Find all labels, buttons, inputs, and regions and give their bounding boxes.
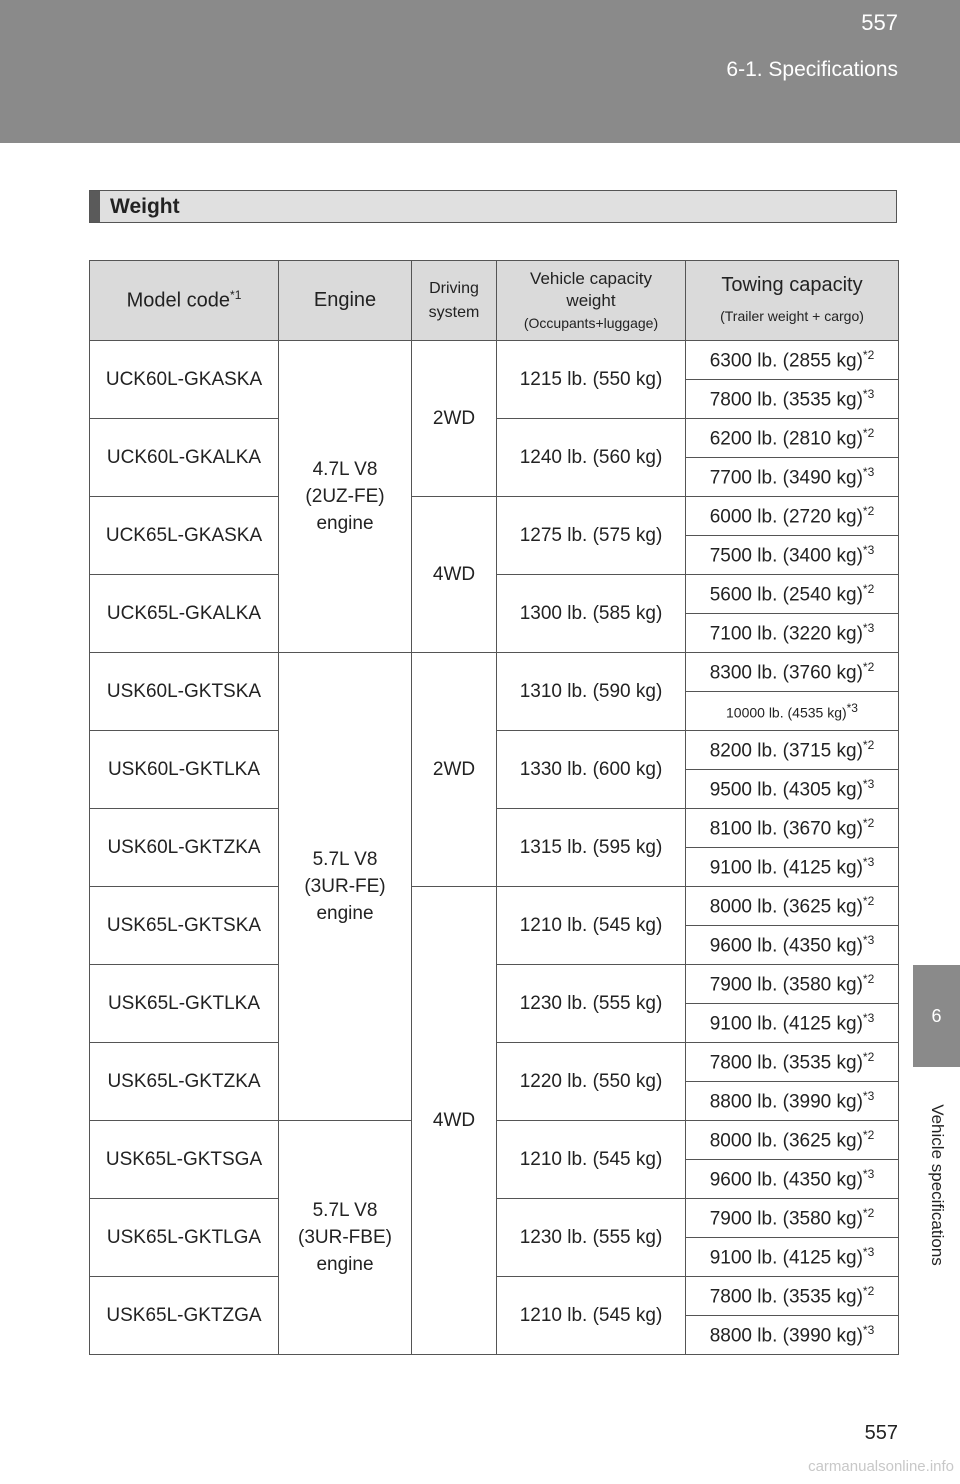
towing-value: 6000 lb. (2720 kg)$^{*2}$ <box>686 497 899 536</box>
towing-value: 9600 lb. (4350 kg)$^{*3}$ <box>686 1160 899 1199</box>
model-code: USK60L-GKTZKA <box>90 809 279 887</box>
capacity-weight: 1210 lb. (545 kg) <box>497 1121 686 1199</box>
model-code: USK65L-GKTZGA <box>90 1277 279 1355</box>
chapter-label-text: Vehicle specifications <box>927 1103 947 1266</box>
model-code: UCK60L-GKASKA <box>90 341 279 419</box>
engine-cell: 5.7L V8 (3UR-FE) engine <box>279 653 412 1121</box>
header-vehicle-capacity: Vehicle capacity weight (Occupants+luggage) <box>497 261 686 341</box>
capacity-weight: 1210 lb. (545 kg) <box>497 1277 686 1355</box>
engine-cell: 4.7L V8 (2UZ-FE) engine <box>279 341 412 653</box>
watermark: carmanualsonline.info <box>808 1458 954 1475</box>
towing-value: 10000 lb. (4535 kg)$^{*3}$ <box>686 692 899 731</box>
capacity-weight: 1300 lb. (585 kg) <box>497 575 686 653</box>
towing-value: 7800 lb. (3535 kg)$^{*3}$ <box>686 380 899 419</box>
table-row <box>90 497 899 536</box>
towing-value: 8300 lb. (3760 kg)$^{*2}$ <box>686 653 899 692</box>
table-row <box>90 653 899 692</box>
capacity-weight: 1310 lb. (590 kg) <box>497 653 686 731</box>
towing-value: 7900 lb. (3580 kg)$^{*2}$ <box>686 965 899 1004</box>
capacity-weight: 1230 lb. (555 kg) <box>497 1199 686 1277</box>
table-header-row <box>90 261 899 341</box>
towing-value: 8000 lb. (3625 kg)$^{*2}$ <box>686 887 899 926</box>
towing-value: 8100 lb. (3670 kg)$^{*2}$ <box>686 809 899 848</box>
header-engine: Engine <box>279 261 412 341</box>
towing-value: 6200 lb. (2810 kg)$^{*2}$ <box>686 419 899 458</box>
capacity-weight: 1315 lb. (595 kg) <box>497 809 686 887</box>
model-code: UCK65L-GKALKA <box>90 575 279 653</box>
towing-value: 9100 lb. (4125 kg)$^{*3}$ <box>686 1004 899 1043</box>
model-code: UCK60L-GKALKA <box>90 419 279 497</box>
driving-system: 4WD <box>412 887 497 1355</box>
towing-value: 7900 lb. (3580 kg)$^{*2}$ <box>686 1199 899 1238</box>
weight-table <box>89 260 899 1355</box>
towing-value: 7800 lb. (3535 kg)$^{*2}$ <box>686 1277 899 1316</box>
driving-system: 2WD <box>412 341 497 497</box>
model-code: USK60L-GKTSKA <box>90 653 279 731</box>
table-row <box>90 887 899 926</box>
header-bar <box>0 0 960 143</box>
table-row <box>90 341 899 380</box>
towing-value: 7100 lb. (3220 kg)$^{*3}$ <box>686 614 899 653</box>
towing-value: 9100 lb. (4125 kg)$^{*3}$ <box>686 848 899 887</box>
model-code: USK60L-GKTLKA <box>90 731 279 809</box>
driving-system: 2WD <box>412 653 497 887</box>
model-code: USK65L-GKTLGA <box>90 1199 279 1277</box>
towing-value: 9500 lb. (4305 kg)$^{*3}$ <box>686 770 899 809</box>
driving-system: 4WD <box>412 497 497 653</box>
model-code: USK65L-GKTZKA <box>90 1043 279 1121</box>
page-number-bottom: 557 <box>864 1422 898 1444</box>
capacity-weight: 1210 lb. (545 kg) <box>497 887 686 965</box>
capacity-weight: 1215 lb. (550 kg) <box>497 341 686 419</box>
model-code: USK65L-GKTLKA <box>90 965 279 1043</box>
towing-value: 7700 lb. (3490 kg)$^{*3}$ <box>686 458 899 497</box>
chapter-label <box>913 1067 960 1302</box>
capacity-weight: 1275 lb. (575 kg) <box>497 497 686 575</box>
towing-value: 5600 lb. (2540 kg)$^{*2}$ <box>686 575 899 614</box>
towing-value: 8800 lb. (3990 kg)$^{*3}$ <box>686 1082 899 1121</box>
capacity-weight: 1230 lb. (555 kg) <box>497 965 686 1043</box>
model-code: USK65L-GKTSGA <box>90 1121 279 1199</box>
towing-value: 6300 lb. (2855 kg)$^{*2}$ <box>686 341 899 380</box>
chapter-tab[interactable]: 6 <box>913 965 960 1067</box>
capacity-weight: 1330 lb. (600 kg) <box>497 731 686 809</box>
section-marker <box>90 191 100 222</box>
model-code: USK65L-GKTSKA <box>90 887 279 965</box>
towing-value: 8200 lb. (3715 kg)$^{*2}$ <box>686 731 899 770</box>
towing-value: 7500 lb. (3400 kg)$^{*3}$ <box>686 536 899 575</box>
towing-value: 8800 lb. (3990 kg)$^{*3}$ <box>686 1316 899 1355</box>
engine-cell: 5.7L V8 (3UR-FBE) engine <box>279 1121 412 1355</box>
capacity-weight: 1220 lb. (550 kg) <box>497 1043 686 1121</box>
weight-section-header <box>89 190 897 223</box>
header-towing-capacity: Towing capacity (Trailer weight + cargo) <box>686 261 899 341</box>
weight-section-title: Weight <box>110 194 180 218</box>
towing-value: 8000 lb. (3625 kg)$^{*2}$ <box>686 1121 899 1160</box>
model-code: UCK65L-GKASKA <box>90 497 279 575</box>
capacity-weight: 1240 lb. (560 kg) <box>497 419 686 497</box>
towing-value: 7800 lb. (3535 kg)$^{*2}$ <box>686 1043 899 1082</box>
towing-value: 9600 lb. (4350 kg)$^{*3}$ <box>686 926 899 965</box>
page-number-top: 557 <box>861 10 898 35</box>
towing-value: 9100 lb. (4125 kg)$^{*3}$ <box>686 1238 899 1277</box>
header-driving-system: Driving system <box>412 261 497 341</box>
header-model-code: Model code$^{*1}$ <box>90 261 279 341</box>
section-title: 6-1. Specifications <box>726 58 898 81</box>
